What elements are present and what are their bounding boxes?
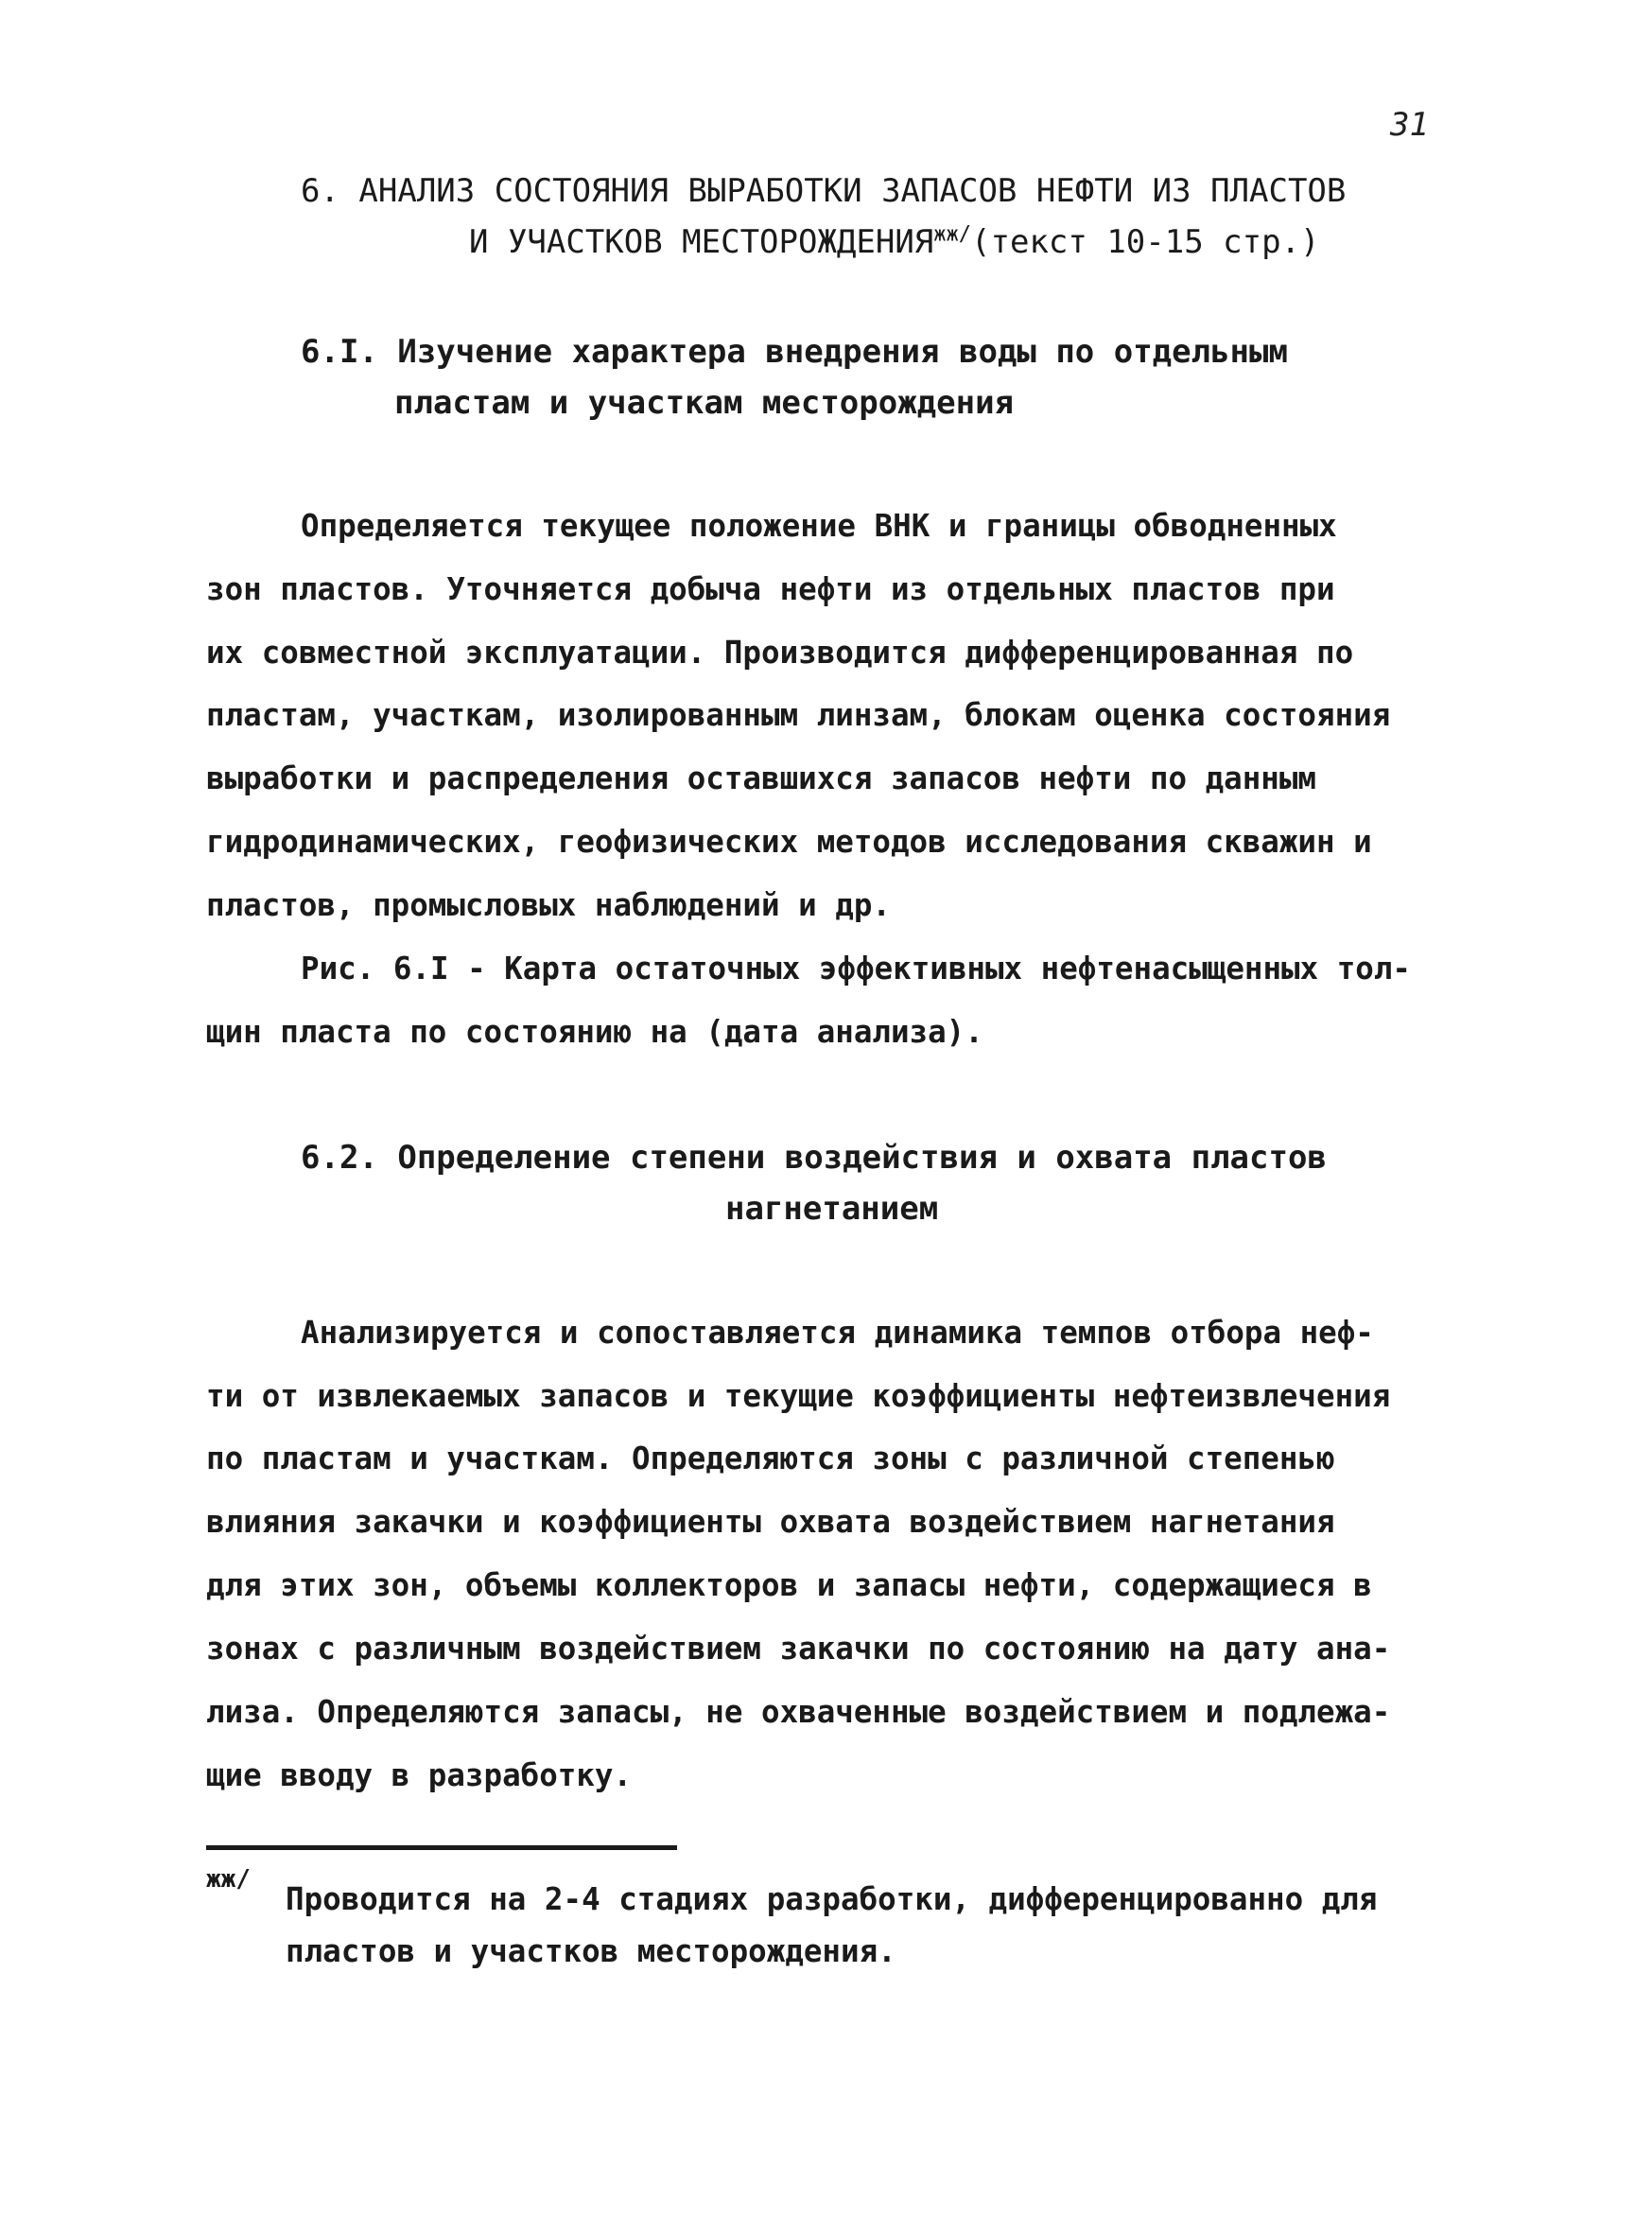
footnote-line2: пластов и участков месторождения.	[286, 1933, 896, 1969]
paragraph-line: лиза. Определяются запасы, не охваченные воздействием и подлежа-	[206, 1694, 1391, 1730]
paragraph-line: ти от извлекаемых запасов и текущие коэффициенты нефтеизвлечения	[206, 1378, 1391, 1414]
section-6-2-title-line1: 6.2. Определение степени воздействия и охвата пластов	[301, 1139, 1327, 1177]
section-6-title-line1: 6. АНАЛИЗ СОСТОЯНИЯ ВЫРАБОТКИ ЗАПАСОВ НЕФТИ ИЗ ПЛАСТОВ	[301, 172, 1347, 210]
paragraph-line: по пластам и участкам. Определяются зоны с различной степенью	[206, 1441, 1335, 1476]
paragraph-line: выработки и распределения оставшихся запасов нефти по данным	[206, 760, 1316, 796]
footnote-mark: жж/	[206, 1865, 251, 1894]
paragraph-line: зонах с различным воздействием закачки по состоянию на дату ана-	[206, 1631, 1391, 1667]
paragraph-line: гидродинамических, геофизических методов исследования скважин и	[206, 824, 1372, 860]
footnote-separator	[206, 1845, 677, 1850]
section-6-2-title-line2: нагнетанием	[725, 1190, 939, 1228]
figure-caption-line: Рис. 6.I - Карта остаточных эффективных нефтенасыщенных тол-	[301, 951, 1411, 987]
figure-caption-line: щин пласта по состоянию на (дата анализа).	[206, 1014, 983, 1050]
page-number: 31	[1390, 106, 1429, 144]
paragraph-line: щие вводу в разработку.	[206, 1757, 633, 1793]
paragraph-line: их совместной эксплуатации. Производится дифференцированная по	[206, 635, 1354, 671]
section-6-1-title-line1: 6.I. Изучение характера внедрения воды по отдельным	[301, 333, 1288, 371]
footnote-reference-mark: жж/	[933, 222, 972, 247]
section-6-title-line2-text: И УЧАСТКОВ МЕСТОРОЖДЕНИЯ	[469, 223, 934, 261]
paragraph-line: пластам, участкам, изолированным линзам, блокам оценка состояния	[206, 697, 1391, 733]
section-6-title-line2-suffix: (текст 10-15 стр.)	[971, 223, 1320, 261]
section-6-1-title-line2: пластам и участкам месторождения	[394, 384, 1015, 422]
section-6-title-line2	[469, 217, 1320, 268]
paragraph-line: Анализируется и сопоставляется динамика темпов отбора неф-	[301, 1315, 1374, 1351]
paragraph-line: влияния закачки и коэффициенты охвата воздействием нагнетания	[206, 1504, 1335, 1540]
paragraph-line: зон пластов. Уточняется добыча нефти из отдельных пластов при	[206, 571, 1335, 607]
footnote-line1: Проводится на 2-4 стадиях разработки, дифференцированно для	[286, 1881, 1378, 1917]
paragraph-line: для этих зон, объемы коллекторов и запасы нефти, содержащиеся в	[206, 1567, 1372, 1603]
paragraph-line: Определяется текущее положение ВНК и границы обводненных	[301, 508, 1337, 544]
paragraph-line: пластов, промысловых наблюдений и др.	[206, 887, 891, 923]
